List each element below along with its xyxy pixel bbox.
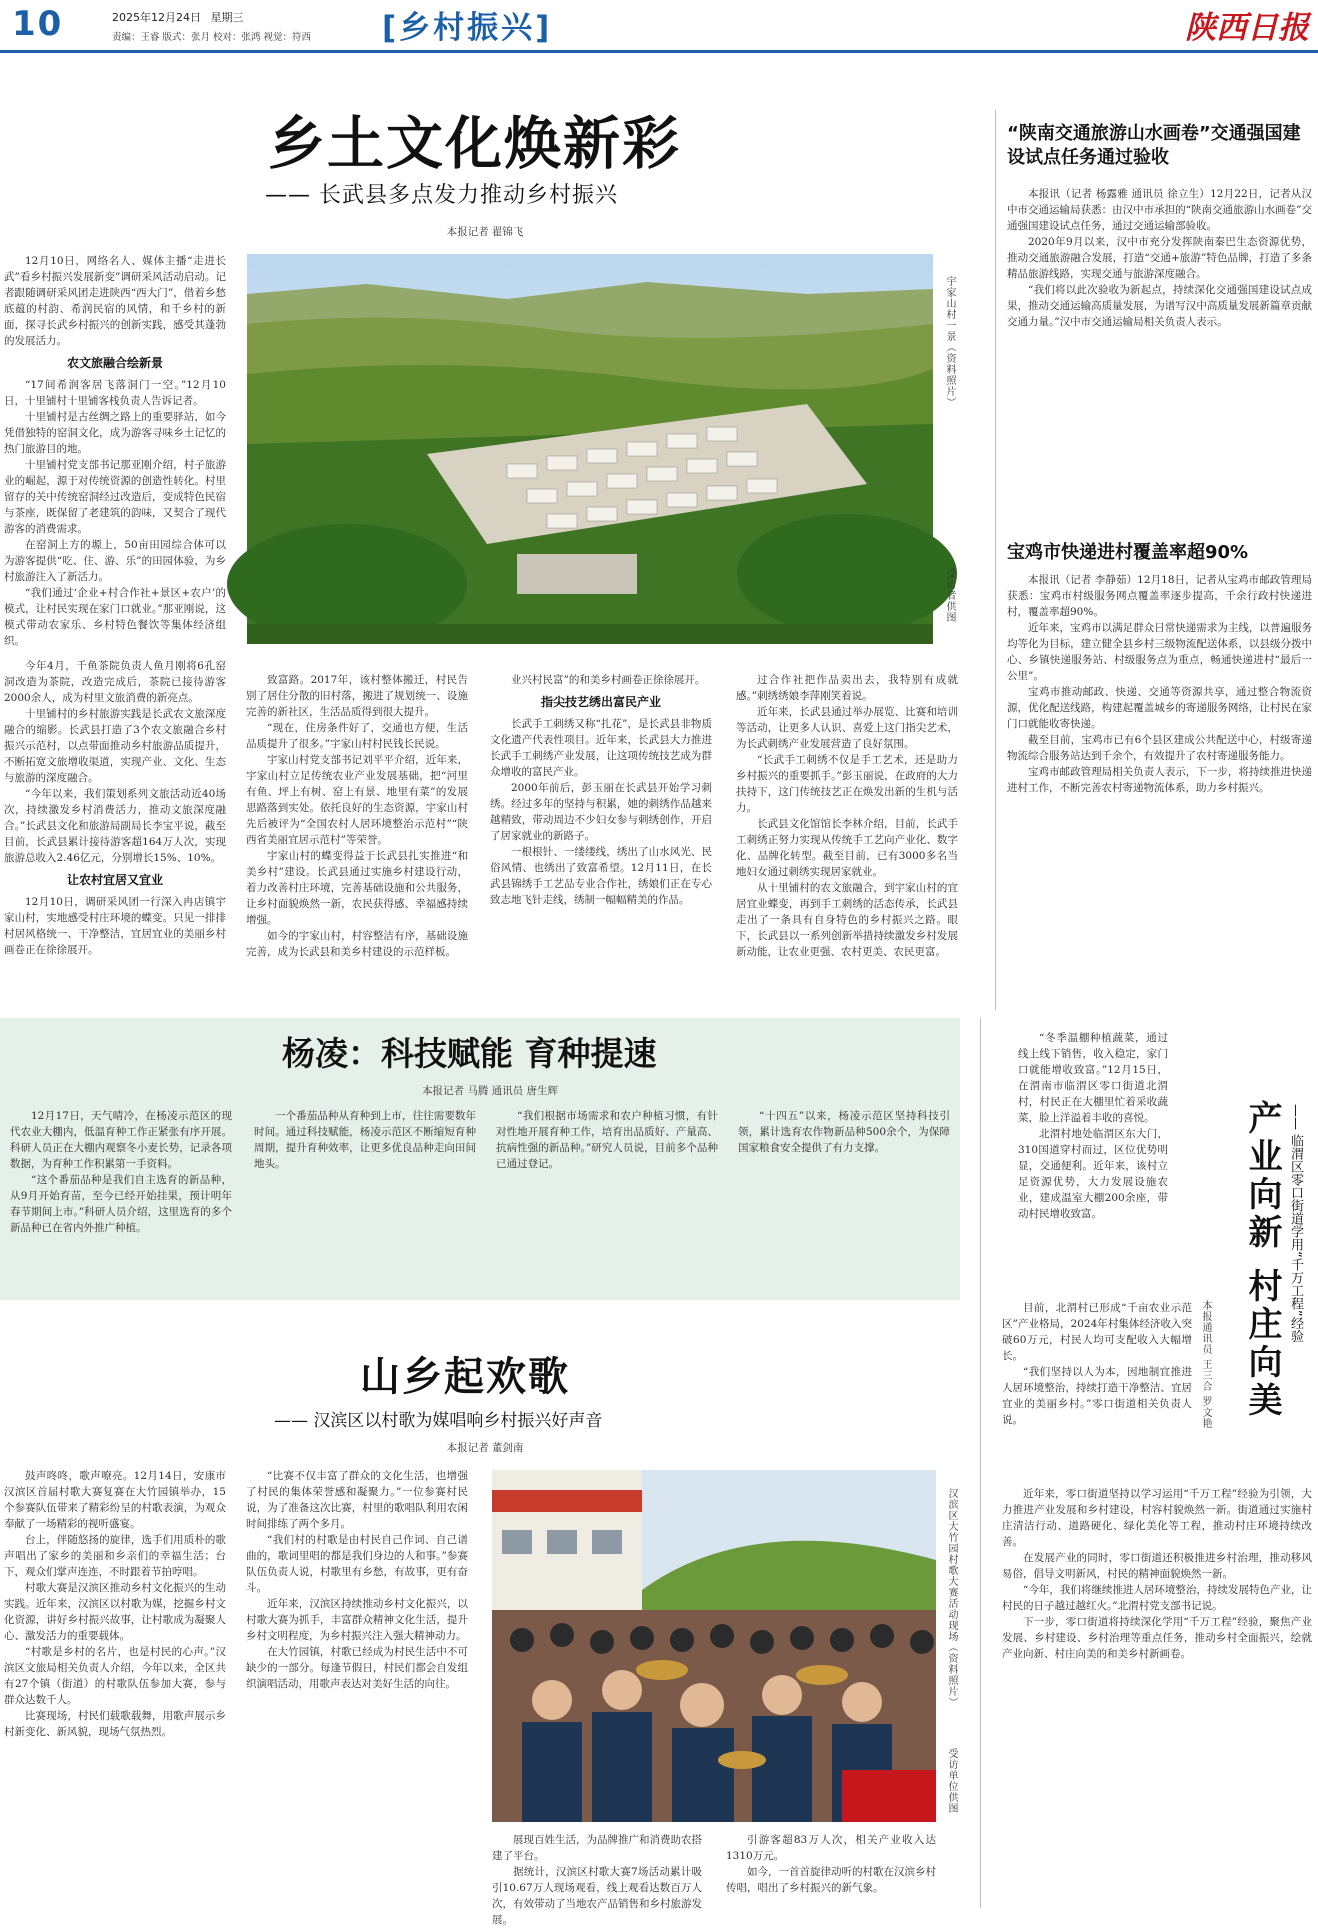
paragraph: “冬季温棚种植蔬菜，通过线上线下销售，收入稳定，家门口就能增收致富。”12月15日，在渭南市临渭区零口街道北渭村，村民正在大棚里忙着采收蔬菜，脸上洋溢着丰收的喜悦。 bbox=[1018, 1032, 1168, 1124]
paragraph: 在发展产业的同时，零口街道还积极推进乡村治理，推动移风易俗，倡导文明新风，村民的精神面貌焕然一新。 bbox=[1002, 1552, 1312, 1580]
article5-col4 bbox=[726, 1832, 936, 1912]
paragraph: 12月10日，调研采风团一行深入冉店镇宇家山村，实地感受村庄环境的蝶变。只见一排排村居风格统一、干净整洁，宜居宜业的美丽乡村画卷正在徐徐展开。 bbox=[4, 896, 226, 956]
column-divider bbox=[995, 110, 996, 1010]
subheading: 指尖技艺绣出富民产业 bbox=[540, 695, 661, 709]
paragraph: 展现百姓生活，为品牌推广和消费助农搭建了平台。 bbox=[492, 1834, 702, 1862]
article6-subtitle: —— 临渭区零口街道学用“千万工程”经验 bbox=[1288, 1104, 1303, 1343]
paragraph: 今年4月，千鱼茶院负责人鱼月刚将6孔窑洞改造为茶院，改造完成后，茶院已接待游客2000余人，成为村里文旅消费的新亮点。 bbox=[4, 660, 226, 704]
village-photo bbox=[247, 254, 933, 644]
paragraph: 鼓声咚咚，歌声嘹亮。12月14日，安康市汉滨区首届村歌大赛复赛在大竹园镇举办，15个参赛队伍带来了精彩纷呈的村歌表演，为观众奉献了一场精彩的视听盛宴。 bbox=[4, 1470, 226, 1530]
section-label: 乡村振兴 bbox=[399, 10, 536, 46]
article4-headline: 杨凌：科技赋能 育种提速 bbox=[282, 1034, 657, 1073]
article3-body bbox=[1007, 572, 1312, 1002]
paragraph: 十里铺村党支部书记那亚刚介绍，村子旅游业的崛起，源于对传统资源的创造性转化。村里留存的关中传统窑洞经过改造后，变成特色民宿与茶座，既保留了老建筑的韵味，又契合了现代游客的消费需求。 bbox=[4, 459, 226, 535]
article-headline: 乡土文化焕新彩 bbox=[268, 111, 681, 177]
performance-crowd-image bbox=[492, 1470, 936, 1822]
paragraph: “现在，住房条件好了，交通也方便，生活品质提升了很多。”宇家山村村民钱长民说。 bbox=[246, 722, 468, 750]
paragraph: 宇家山村党支部书记刘平平介绍，近年来，宇家山村立足传统农业产业发展基础，把“河里有鱼、坪上有树、窑上有景、地里有菜”的发展思路落到实处。依托良好的生态资源，宇家山村先后被评为“全国农村人居环境整治示范村”“陕西省美丽宜居示范村”等荣誉。 bbox=[246, 754, 468, 846]
paragraph: 近年来，汉滨区持续推动乡村文化振兴，以村歌大赛为抓手，丰富群众精神文化生活，提升乡村文明程度，为乡村振兴注入强大精神动力。 bbox=[246, 1598, 468, 1642]
article1-col2 bbox=[246, 672, 468, 990]
paragraph: 截至目前，宝鸡市已有6个县区建成公共配送中心，村级寄递物流综合服务站达到千余个，有效提升了农村寄递服务能力。 bbox=[1007, 734, 1312, 762]
header-rule bbox=[0, 50, 1318, 53]
article1-col4 bbox=[736, 672, 958, 990]
article2-headline: “陕南交通旅游山水画卷”交通强国建设试点任务通过验收 bbox=[1007, 123, 1301, 168]
article4-col4 bbox=[738, 1108, 950, 1294]
paragraph: “17间希润客居飞落洞门一空。”12月10日，十里铺村十里铺客栈负责人告诉记者。 bbox=[4, 379, 226, 407]
village-aerial-image bbox=[247, 254, 933, 644]
paragraph: 下一步，零口街道将持续深化学用“千万工程”经验，聚焦产业发展、乡村建设、乡村治理等重点任务，推动乡村全面振兴，绘就产业向新、村庄向美的和美乡村新画卷。 bbox=[1002, 1616, 1312, 1660]
paragraph: 2020年9月以来，汉中市充分发挥陕南秦巴生态资源优势，推动交通旅游融合发展，打造“交通+旅游”特色品牌，打造了多条精品旅游线路，实现交通与旅游深度融合。 bbox=[1007, 236, 1312, 280]
paragraph: 致富路。2017年，该村整体搬迁，村民告别了居住分散的旧村落，搬进了规划统一、设施完善的新社区，生活品质得到很大提升。 bbox=[246, 674, 468, 718]
paragraph: 目前，北渭村已形成“千亩农业示范区”产业格局，2024年村集体经济收入突破60万元，村民人均可支配收入大幅增长。 bbox=[1002, 1302, 1192, 1362]
date-text: 2025年12月24日 bbox=[112, 11, 201, 24]
paragraph: 如今，一首首旋律动听的村歌在汉滨乡村传唱，唱出了乡村振兴的新气象。 bbox=[726, 1866, 936, 1894]
article4-byline: 本报记者 马腾 通讯员 唐生辉 bbox=[421, 1085, 558, 1097]
paragraph: 比赛现场，村民们载歌载舞，用歌声展示乡村新变化、新风貌，现场气氛热烈。 bbox=[4, 1710, 226, 1738]
page-header bbox=[0, 0, 1318, 52]
photo-caption: 宇家山村一景（资料照片） bbox=[944, 276, 955, 408]
paragraph: 本报讯（记者 李静茹）12月18日，记者从宝鸡市邮政管理局获悉：宝鸡市村级服务网点覆盖率逐步提高，千余行政村快递进村，覆盖率超90%。 bbox=[1007, 574, 1312, 618]
article6-body-main bbox=[1018, 1030, 1168, 1300]
article4-col1 bbox=[10, 1108, 232, 1294]
paragraph: “我们通过‘企业+村合作社+景区+农户’的模式，让村民实现在家门口就业。”那亚刚说，这模式带动农家乐、乡村特色餐饮等集体经济组织。 bbox=[4, 587, 226, 647]
paragraph: 从十里铺村的农文旅融合，到宇家山村的宜居宜业蝶变，再到手工刺绣的活态传承，长武县走出了一条具有自身特色的乡村振兴之路。眼下，长武县以一系列创新举措持续激发乡村发展新动能，让农业更强、农村更美、农民更富。 bbox=[736, 882, 958, 958]
paragraph: 一个番茄品种从育种到上市，往往需要数年时间。通过科技赋能，杨凌示范区不断缩短育种周期，提升育种效率，让更多优良品种走向田间地头。 bbox=[254, 1110, 476, 1170]
paragraph: 一根根针、一缕缕线，绣出了山水风光、民俗风情、也绣出了致富希望。12月11日，在长武县锦绣手工艺品专业合作社，绣娘们正在专心致志地飞针走线，绣制一幅幅精美的作品。 bbox=[490, 846, 712, 906]
paragraph: 近年来，长武县通过举办展览、比赛和培训等活动，让更多人认识、喜爱上这门指尖艺术，为长武刺绣产业发展营造了良好氛围。 bbox=[736, 706, 958, 750]
article4-col3 bbox=[496, 1108, 718, 1294]
section-name: [乡村振兴] bbox=[382, 10, 553, 46]
paragraph: 村歌大赛是汉滨区推动乡村文化振兴的生动实践。近年来，汉滨区以村歌为媒，挖掘乡村文化资源，讲好乡村振兴故事，让村歌成为凝聚人心、激发活力的重要载体。 bbox=[4, 1582, 226, 1642]
paragraph: 在窑洞上方的塬上，50亩田园综合体可以为游客提供“吃、住、游、乐”的田园体验，为乡村旅游注入了新活力。 bbox=[4, 539, 226, 583]
photo-caption: 汉滨区大竹园村歌大赛活动现场（资料照片） bbox=[946, 1488, 957, 1708]
paragraph: 过合作社把作品卖出去，我特别有成就感。”刺绣绣娘李萍刚笑着说。 bbox=[736, 674, 958, 702]
paragraph: 长武手工刺绣又称“扎花”，是长武县非物质文化遗产代表性项目。近年来，长武县大力推进长武手工刺绣产业发展，让这项传统技艺成为群众增收的富民产业。 bbox=[490, 718, 712, 778]
paragraph: 十里铺村的乡村旅游实践是长武农文旅深度融合的缩影。长武县打造了3个农文旅融合乡村振兴示范村，以点带面推动乡村旅游品质提升，不断拓宽文旅增收渠道，实现产业、文化、生态与旅游的深度融合。 bbox=[4, 708, 226, 784]
article5-headline: 山乡起欢歌 bbox=[360, 1354, 570, 1400]
article5-col2 bbox=[246, 1468, 468, 1908]
paragraph: 引游客超83万人次，相关产业收入达1310万元。 bbox=[726, 1834, 936, 1862]
paragraph: 宇家山村的蝶变得益于长武县扎实推进“和美乡村”建设。长武县通过实施乡村建设行动，着力改善村庄环境，完善基础设施和公共服务，让乡村面貌焕然一新，农民获得感、幸福感持续增强。 bbox=[246, 850, 468, 926]
paragraph: 近年来，零口街道坚持以学习运用“千万工程”经验为引领，大力推进产业发展和乡村建设，村容村貌焕然一新。街道通过实施村庄清洁行动、道路硬化、绿化美化等工程，推动村庄环境持续改善。 bbox=[1002, 1488, 1312, 1548]
subheading: 让农村宜居又宜业 bbox=[66, 873, 163, 887]
article5-byline: 本报记者 董剑南 bbox=[446, 1442, 524, 1454]
article1-col1b bbox=[4, 658, 226, 958]
weekday-text: 星期三 bbox=[210, 11, 244, 24]
column-divider bbox=[980, 1018, 981, 1908]
photo-credit: 受访单位供图 bbox=[946, 1748, 957, 1814]
paragraph: “今年，我们将继续推进人居环境整治，持续发展特色产业，让村民的日子越过越红火。”北渭村党支部书记说。 bbox=[1002, 1584, 1312, 1612]
staff-credits: 责编：王睿 版式：张月 校对：张鸿 视觉：符西 bbox=[112, 32, 312, 43]
paragraph: 在大竹园镇，村歌已经成为村民生活中不可缺少的一部分。每逢节假日，村民们都会自发组织演唱活动，用歌声表达对美好生活的向往。 bbox=[246, 1646, 468, 1690]
paragraph: 宝鸡市推动邮政、快递、交通等资源共享，通过整合物流资源，优化配送线路，构建起覆盖城乡的寄递服务网络，让村民在家门口就能收寄快递。 bbox=[1007, 686, 1312, 730]
paragraph: “今年以来，我们策划系列文旅活动近40场次，持续激发乡村消费活力，推动文旅深度融合。”长武县文化和旅游局副局长李宝平说，截至目前，长武县累计接待游客超164万人次，实现旅游总收入2.46亿元，分别增长15%、10%。 bbox=[4, 788, 226, 864]
article2-body bbox=[1007, 186, 1312, 504]
subheading: 农文旅融合绘新景 bbox=[66, 356, 163, 370]
paragraph: 如今的宇家山村，村容整洁有序，基础设施完善，成为长武县和美乡村建设的示范样板。 bbox=[246, 930, 468, 958]
photo-credit: 受访者供图 bbox=[944, 568, 955, 623]
paragraph: 本报讯（记者 杨露雅 通讯员 徐立生）12月22日，记者从汉中市交通运输局获悉：由汉中市承担的“陕南交通旅游山水画卷”交通强国建设试点任务，通过交通运输部验收。 bbox=[1007, 188, 1312, 232]
article5-subtitle: —— 汉滨区以村歌为媒唱响乡村振兴好声音 bbox=[274, 1411, 603, 1431]
article-byline: 本报记者 翟锦飞 bbox=[446, 226, 524, 238]
village-song-photo bbox=[492, 1470, 936, 1822]
paragraph: “我们坚持以人为本，因地制宜推进人居环境整治，持续打造干净整洁、宜居宜业的美丽乡村。”零口街道相关负责人说。 bbox=[1002, 1366, 1192, 1426]
lead-paragraph: 12月10日，网络名人、媒体主播“走进长武”看乡村振兴发展新变”调研采风活动启动。记者跟随调研采风团走进陕西“西大门”，借着乡愁底蕴的村韵、希润民宿的风情，和千乡村的新面，探寻长武乡村振兴的创新实践，感受其蓬勃的发展活力。 bbox=[4, 255, 226, 347]
paragraph: “比赛不仅丰富了群众的文化生活，也增强了村民的集体荣誉感和凝聚力。”一位参赛村民说，为了准备这次比赛，村里的歌唱队利用农闲时间排练了两个多月。 bbox=[246, 1470, 468, 1530]
paragraph: “我们根据市场需求和农户种植习惯，有针对性地开展育种工作，培育出品质好、产量高、抗病性强的新品种。”研究人员说，目前多个品种已通过登记。 bbox=[496, 1110, 718, 1170]
paragraph: 业兴村民富”的和美乡村画卷正徐徐展开。 bbox=[511, 674, 706, 686]
paragraph: “我们村的村歌是由村民自己作词、自己谱曲的，歌词里唱的都是我们身边的人和事。”参赛队伍负责人说，村歌里有乡愁，有故事，更有奋斗。 bbox=[246, 1534, 468, 1594]
article6-body-rest bbox=[1002, 1300, 1192, 1480]
paragraph: 北渭村地处临渭区东大门，310国道穿村而过，区位优势明显，交通便利。近年来，该村立足资源优势，大力发展设施农业，建成温室大棚200余座，带动村民增收致富。 bbox=[1018, 1128, 1168, 1220]
paragraph: “十四五”以来，杨凌示范区坚持科技引领，累计选育农作物新品种500余个，为保障国家粮食安全提供了有力支撑。 bbox=[738, 1110, 950, 1154]
article-subtitle: —— 长武县多点发力推动乡村振兴 bbox=[265, 183, 618, 208]
article5-col3 bbox=[492, 1832, 702, 1926]
paragraph: 近年来，宝鸡市以满足群众日常快递需求为主线，以普遍服务均等化为目标，建立健全县乡村三级物流配送体系，以县级分拨中心、乡镇快递服务站、村级服务点为重点，畅通快递进村“最后一公里”。 bbox=[1007, 622, 1312, 682]
article1-col1 bbox=[4, 253, 226, 649]
paragraph: 据统计，汉滨区村歌大赛7场活动累计吸引10.67万人现场观看，线上观看达数百万人次，有效带动了当地农产品销售和乡村旅游发展。 bbox=[492, 1866, 702, 1926]
article6-body-bottom bbox=[1002, 1486, 1312, 1906]
paragraph: “我们将以此次验收为新起点，持续深化交通强国建设试点成果，推动交通运输高质量发展，为谱写汉中高质量发展新篇章贡献交通力量。”汉中市交通运输局相关负责人表示。 bbox=[1007, 284, 1312, 328]
issue-date bbox=[112, 9, 244, 25]
paragraph: “村歌是乡村的名片，也是村民的心声。”汉滨区文旅局相关负责人介绍，今年以来，全区共有27个镇（街道）的村歌队伍参加大赛，参与群众达数千人。 bbox=[4, 1646, 226, 1706]
paragraph: “这个番茄品种是我们自主选育的新品种，从9月开始育苗，至今已经开始挂果，预计明年春节期间上市。”科研人员介绍，这里选育的多个新品种已在省内外推广种植。 bbox=[10, 1174, 232, 1234]
paragraph: “长武手工刺绣不仅是手工艺术，还是助力乡村振兴的重要抓手。”彭玉丽说，在政府的大力扶持下，这门传统技艺正在焕发出新的生机与活力。 bbox=[736, 754, 958, 814]
masthead-logo: 陕西日报 bbox=[1185, 10, 1309, 46]
paragraph: 12月17日，天气晴冷，在杨凌示范区的现代农业大棚内，低温育种工作正紧张有序开展。科研人员正在大棚内观察冬小麦长势，记录各项数据，为育种工作积累第一手资料。 bbox=[10, 1110, 232, 1170]
article4-col2 bbox=[254, 1108, 476, 1294]
paragraph: 2000年前后，彭玉丽在长武县开始学习刺绣。经过多年的坚持与积累，她的刺绣作品越来越精致，带动周边不少妇女参与刺绣创作，开启了居家就业的新路子。 bbox=[490, 782, 712, 842]
article5-col1 bbox=[4, 1468, 226, 1908]
paragraph: 十里铺村是古丝绸之路上的重要驿站，如今凭借独特的窑洞文化，成为游客寻味乡土记忆的热门旅游目的地。 bbox=[4, 411, 226, 455]
paragraph: 宝鸡市邮政管理局相关负责人表示，下一步，将持续推进快递进村工作，不断完善农村寄递物流体系，助力乡村振兴。 bbox=[1007, 766, 1312, 794]
article3-headline: 宝鸡市快递进村覆盖率超90% bbox=[1007, 542, 1249, 563]
paragraph: 长武县文化馆馆长李林介绍，目前，长武手工刺绣正努力实现从传统手工艺向产业化、数字化、品牌化转型。截至目前，已有3000多名当地妇女通过刺绣实现居家就业。 bbox=[736, 818, 958, 878]
page-number: 10 bbox=[12, 4, 64, 44]
paragraph: 台上，伴随悠扬的旋律，选手们用质朴的歌声唱出了家乡的美丽和乡亲们的幸福生活；台下，观众们掌声连连，不时跟着节拍哼唱。 bbox=[4, 1534, 226, 1578]
article6-headline: 产业向新 村庄向美 bbox=[1242, 1100, 1282, 1420]
article1-col3 bbox=[490, 672, 712, 990]
article6-byline: 本报通讯员 王三合 罗文艳 bbox=[1200, 1300, 1211, 1430]
